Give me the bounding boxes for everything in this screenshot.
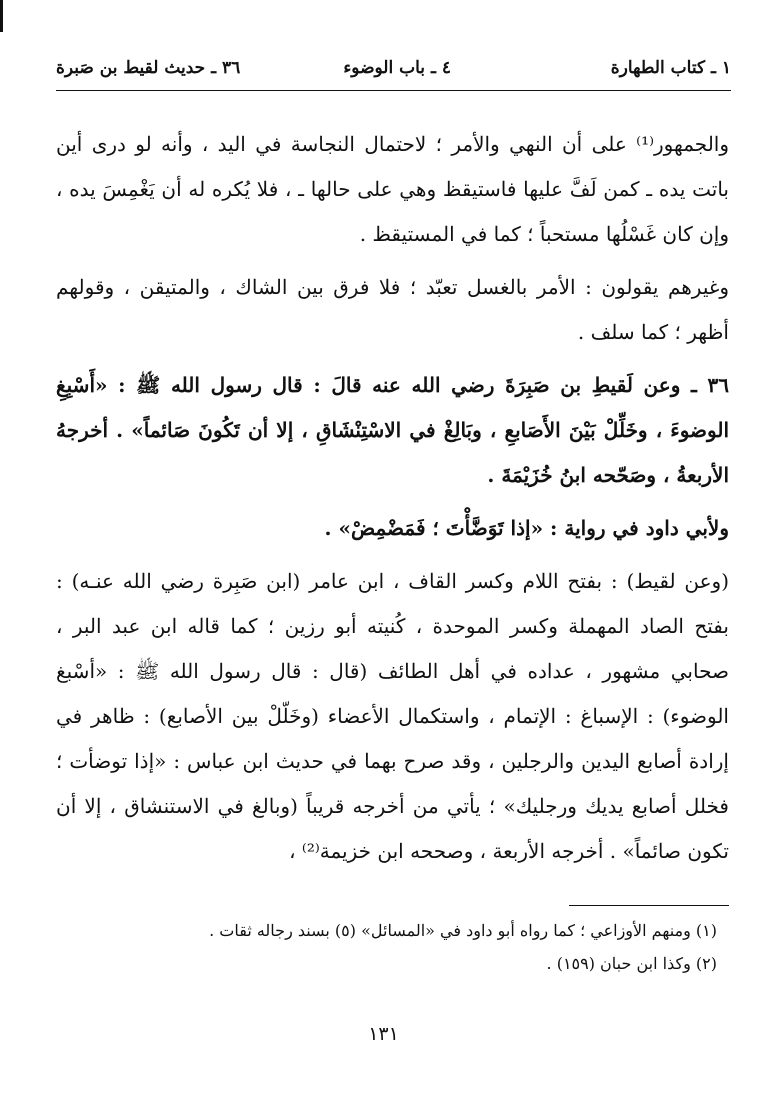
header-hadith-title: ٣٦ ـ حديث لقيط بن صَبرة [56,58,241,78]
footnote-rule [569,905,729,906]
header-book-title: ١ ـ كتاب الطهارة [610,58,731,78]
running-header [56,58,731,88]
paragraph-hadith-36: ٣٦ ـ وعن لَقيطِ بن صَبِرَةَ رضي الله عنه قالَ : قال رسول الله ﷺ : «أَسْبِغِ الوضوءَ ، وخَلِّلْ بَيْنَ الأَصَابعِ ، وبَالِغْ في الاسْتِنْشَاقِ ، إلا أن تَكُونَ صَائماً» . أخرجهُ الأربعةُ ، وصَحّحه ابنُ خُزَيْمَةَ . [56,373,729,487]
footnotes [56,905,729,980]
paragraph-majority-view: والجمهور⁽¹⁾ على أن النهي والأمر ؛ لاحتمال النجاسة في اليد ، وأنه لو درى أين باتت يده ـ كمن لَفَّ عليها فاستيقظ وهي على حالها ـ ، فلا يُكره له أن يَغْمِسَ يده ، وإن كان غَسْلُها مستحباً ؛ كما في المستيقظ . [56,132,729,246]
header-chapter-title: ٤ ـ باب الوضوء [343,58,451,78]
footnote-1: (١) ومنهم الأوزاعي ؛ كما رواه أبو داود في «المسائل» (٥) بسند رجاله ثقات . [209,921,717,940]
paragraph-commentary: (وعن لقيط) : بفتح اللام وكسر القاف ، ابن عامر (ابن صَبِرة رضي الله عنـه) : بفتح الصاد المهملة وكسر الموحدة ، كُنيته أبو رزين ؛ كما قاله ابن عبد البر ، صحابي مشهور ، عداده في أهل الطائف (قال : قال رسول الله ﷺ : «أسْبغ الوضوء) : الإسباغ : الإتمام ، واستكمال الأعضاء (وخَلّلْ بين الأصابع) : ظاهر في إرادة أصابع اليدين والرجلين ، وقد صرح بهما في حديث ابن عباس : «إذا توضأت ؛ فخلل أصابع يديك ورجليك» ؛ يأتي من أخرجه قريباً (وبالغ في الاستنشاق ، إلا أن تكون صائماً» . أخرجه الأربعة ، وصححه ابن خزيمة⁽²⁾ ، [56,569,729,863]
paragraph-others-view: وغيرهم يقولون : الأمر بالغسل تعبّد ؛ فلا فرق بين الشاك ، والمتيقن ، وقولهم أظهر ؛ كما سلف . [56,275,729,344]
left-edge-mark [0,0,3,32]
footnote-2: (٢) وكذا ابن حبان (١٥٩) . [546,954,717,973]
page-number: ١٣١ [368,1023,399,1045]
main-text [56,122,729,882]
header-rule [56,90,731,91]
paragraph-abu-dawud-narration: ولأبي داود في رواية : «إذا تَوَضَّأْتَ ؛ فَمَضْمِضْ» . [324,516,729,540]
